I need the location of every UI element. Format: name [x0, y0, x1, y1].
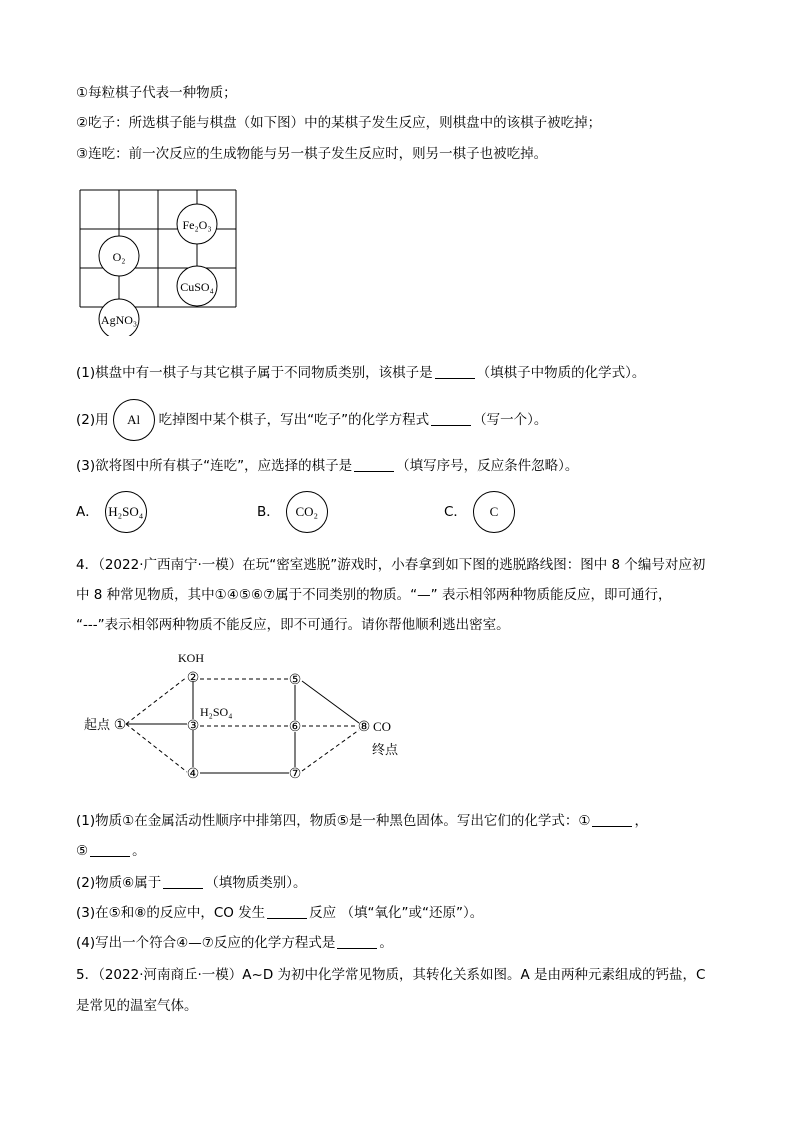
start-label: 起点 [84, 718, 111, 733]
answer-blank[interactable] [337, 934, 377, 949]
q4-sub1-line2: ⑤ 。 [76, 843, 146, 859]
map-node-6: ⑥ [288, 720, 302, 735]
escape-map-figure [76, 644, 436, 784]
q4-intro-2: 中 8 种常见物质，其中①④⑤⑥⑦属于不同类别的物质。“—” 表示相邻两种物质能反应，即可通行， [76, 587, 672, 603]
map-node-1: ① [113, 718, 127, 733]
answer-blank[interactable] [431, 411, 471, 426]
piece-c: C [473, 491, 515, 533]
q4-sub3: (3)在⑤和⑧的反应中，CO 发生 反应 （填“氧化”或“还原”）。 [76, 905, 484, 921]
answer-blank[interactable] [267, 904, 307, 919]
chess-board-figure [76, 186, 246, 336]
end-label: 终点 [372, 743, 399, 758]
q4-intro-3: “---”表示相邻两种物质不能反应，即不可通行。请你帮他顺利逃出密室。 [76, 617, 510, 633]
answer-blank[interactable] [163, 874, 203, 889]
option-a[interactable]: A． H₂SO₄ [76, 491, 151, 533]
piece-o2 [99, 236, 139, 276]
map-node-2: ② [186, 671, 200, 686]
answer-blank[interactable] [90, 842, 130, 857]
map-node-8: ⑧ [357, 720, 371, 735]
map-node-7: ⑦ [288, 767, 302, 782]
svg-text:O₂: O₂ [112, 250, 126, 264]
rule-2: ②吃子：所选棋子能与棋盘（如下图）中的某棋子发生反应，则棋盘中的该棋子被吃掉； [76, 115, 602, 131]
map-node-5: ⑤ [288, 673, 302, 688]
q3-sub3: (3)欲将图中所有棋子“连吃”，应选择的棋子是 （填写序号，反应条件忽略）。 [76, 458, 579, 474]
answer-blank[interactable] [435, 364, 475, 379]
h2so4-label: H₂SO₄ [200, 705, 233, 719]
piece-al: Al [113, 399, 155, 441]
q4-sub4: (4)写出一个符合④—⑦反应的化学方程式是 。 [76, 935, 393, 951]
q3-sub1: (1)棋盘中有一棋子与其它棋子属于不同物质类别，该棋子是 （填棋子中物质的化学式）。 [76, 365, 646, 381]
svg-text:AgNO₃: AgNO₃ [100, 313, 138, 327]
q4-sub1: (1)物质①在金属活动性顺序中排第四，物质⑤是一种黑色固体。写出它们的化学式：① ， [76, 813, 648, 829]
q4-sub2: (2)物质⑥属于 （填物质类别）。 [76, 875, 307, 891]
map-node-3: ③ [186, 719, 200, 734]
co-label: CO [373, 719, 392, 734]
piece-fe2o3 [177, 204, 217, 244]
q3-sub2: (2)用 Al 吃掉图中某个棋子，写出“吃子”的化学方程式 （写一个）。 [76, 399, 547, 441]
svg-text:CuSO₄: CuSO₄ [180, 280, 214, 294]
rule-1: ①每粒棋子代表一种物质； [76, 85, 237, 101]
q4-intro-1: 4．（2022·广西南宁·一模）在玩“密室逃脱”游戏时，小春拿到如下图的逃脱路线图：图中 8 个编号对应初 [76, 557, 706, 573]
map-node-4: ④ [186, 767, 200, 782]
piece-co2: CO₂ [286, 491, 328, 533]
piece-h2so4: H₂SO₄ [105, 491, 147, 533]
q5-line-2: 是常见的温室气体。 [76, 998, 198, 1014]
q5-line-1: 5．（2022·河南商丘·一模）A~D 为初中化学常见物质，其转化关系如图。A 是由两种元素组成的钙盐，C [76, 967, 706, 983]
option-b[interactable]: B． CO₂ [257, 491, 332, 533]
answer-blank[interactable] [592, 812, 632, 827]
answer-blank[interactable] [354, 457, 394, 472]
svg-text:Fe₂O₃: Fe₂O₃ [182, 218, 212, 232]
koh-label: KOH [178, 651, 204, 665]
piece-cuso4 [177, 266, 217, 306]
piece-agno3 [99, 299, 139, 336]
option-c[interactable]: C． C [444, 491, 519, 533]
rule-3: ③连吃：前一次反应的生成物能与另一棋子发生反应时，则另一棋子也被吃掉。 [76, 146, 548, 162]
